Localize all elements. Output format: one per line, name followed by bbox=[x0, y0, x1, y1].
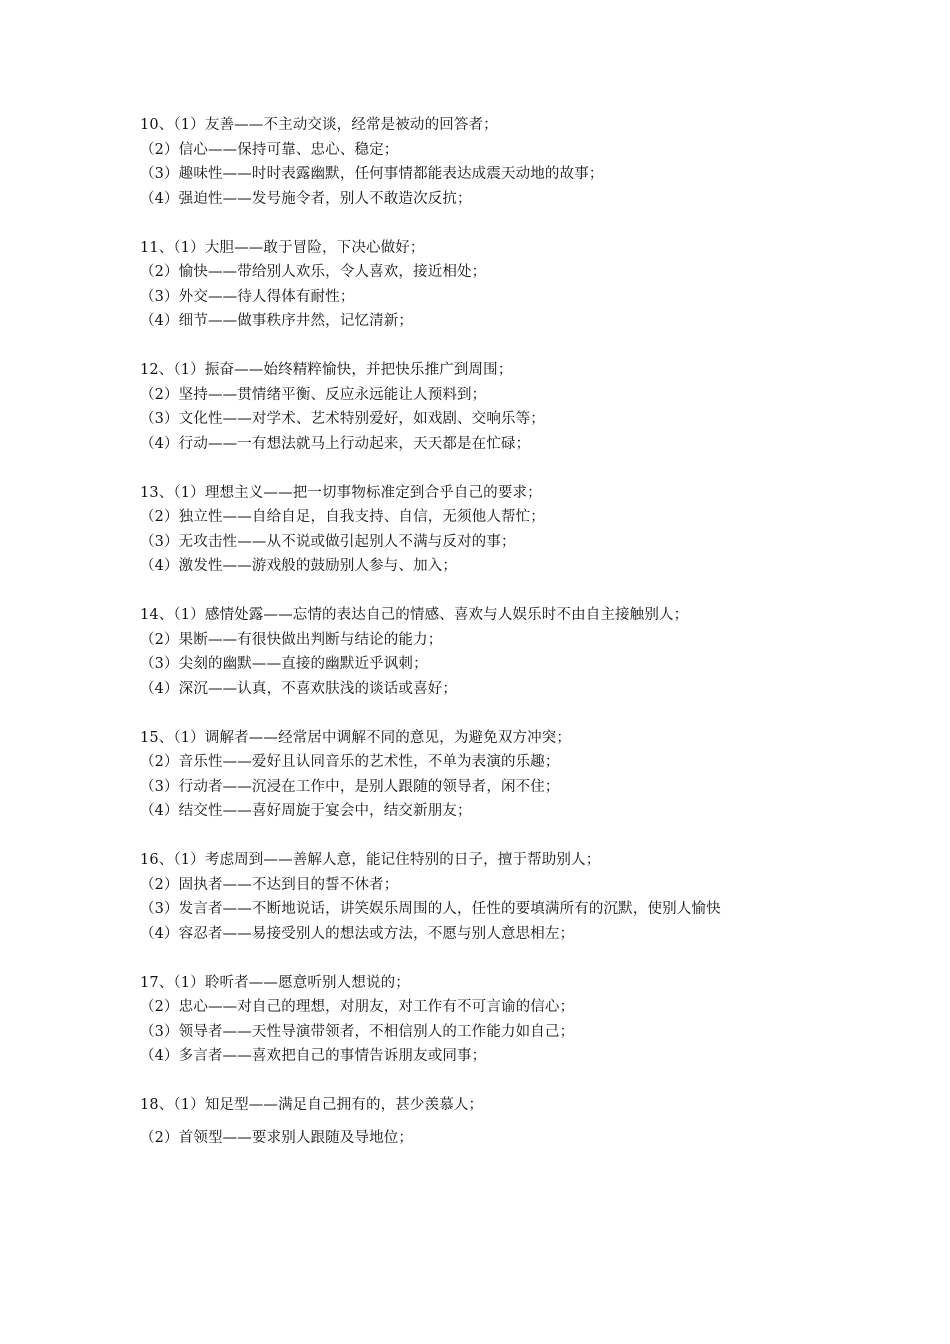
question-11-option-2: （2）愉快——带给别人欢乐，令人喜欢，接近相处； bbox=[140, 264, 487, 280]
question-15 bbox=[140, 726, 810, 824]
question-16-option-2: （2）固执者——不达到目的誓不休者； bbox=[140, 876, 399, 893]
question-18-line-1: 18、（1）知足型——满足自己拥有的，甚少羡慕人； bbox=[140, 1097, 484, 1113]
question-14-option-3: （3）尖刻的幽默——直接的幽默近乎讽刺； bbox=[140, 656, 428, 672]
question-15-option-3: （3）行动者——沉浸在工作中，是别人跟随的领导者，闲不住； bbox=[140, 778, 560, 795]
question-17-option-2: （2）忠心——对自己的理想，对朋友，对工作有不可言谕的信心； bbox=[140, 999, 575, 1015]
question-15-line-1: 15、（1）调解者——经常居中调解不同的意见，为避免双方冲突； bbox=[140, 729, 572, 746]
question-16 bbox=[140, 848, 810, 946]
question-18-spacing bbox=[140, 1118, 810, 1126]
question-14-line-1: 14、（1）感情处露——忘情的表达自己的情感、喜欢与人娱乐时不由自主接触别人； bbox=[140, 607, 689, 623]
question-11-option-3: （3）外交——待人得体有耐性； bbox=[140, 288, 355, 305]
questionnaire-content bbox=[140, 113, 810, 1175]
question-10-option-2: （2）信心——保持可靠、忠心、稳定； bbox=[140, 141, 399, 158]
question-13-line-1: 13、（1）理想主义——把一切事物标准定到合乎自己的要求； bbox=[140, 484, 542, 501]
question-15-option-4: （4）结交性——喜好周旋于宴会中，结交新朋友； bbox=[140, 803, 472, 819]
question-11 bbox=[140, 236, 810, 334]
question-17-option-4: （4）多言者——喜欢把自己的事情告诉朋友或同事； bbox=[140, 1048, 487, 1064]
question-13-option-4: （4）激发性——游戏般的鼓励别人参与、加入； bbox=[140, 558, 458, 574]
question-17-line-1: 17、（1）聆听者——愿意听别人想说的； bbox=[140, 974, 410, 991]
question-10-line-1: 10、（1）友善——不主动交谈，经常是被动的回答者； bbox=[140, 117, 498, 133]
question-12-option-4: （4）行动——一有想法就马上行动起来，天天都是在忙碌； bbox=[140, 435, 531, 452]
question-12-line-1: 12、（1）振奋——始终精粹愉快，并把快乐推广到周围； bbox=[140, 362, 513, 378]
question-10 bbox=[140, 113, 810, 211]
question-18-option-2: （2）首领型——要求别人跟随及导地位； bbox=[140, 1129, 414, 1146]
question-13-option-3: （3）无攻击性——从不说或做引起别人不满与反对的事； bbox=[140, 533, 516, 550]
question-12-option-3: （3）文化性——对学术、艺术特别爱好，如戏剧、交响乐等； bbox=[140, 411, 545, 427]
question-16-option-3: （3）发言者——不断地说话，讲笑娱乐周围的人，任性的要填满所有的沉默，使别人愉快 bbox=[140, 901, 721, 917]
question-14 bbox=[140, 603, 810, 701]
question-13 bbox=[140, 481, 810, 579]
question-10-option-3: （3）趣味性——时时表露幽默，任何事情都能表达成震天动地的故事； bbox=[140, 166, 604, 182]
question-16-option-4: （4）容忍者——易接受别人的想法或方法，不愿与别人意思相左； bbox=[140, 925, 575, 942]
question-15-option-2: （2）音乐性——爱好且认同音乐的艺术性，不单为表演的乐趣； bbox=[140, 754, 560, 770]
question-12-option-2: （2）坚持——贯情绪平衡、反应永远能让人预料到； bbox=[140, 386, 487, 403]
question-18 bbox=[140, 1093, 810, 1150]
question-14-option-4: （4）深沉——认真，不喜欢肤浅的谈话或喜好； bbox=[140, 680, 458, 697]
question-17 bbox=[140, 971, 810, 1069]
question-16-line-1: 16、（1）考虑周到——善解人意，能记住特别的日子，擅于帮助别人； bbox=[140, 852, 601, 868]
question-17-option-3: （3）领导者——天性导演带领者，不相信别人的工作能力如自己； bbox=[140, 1023, 575, 1040]
question-13-option-2: （2）独立性——自给自足，自我支持、自信，无须他人帮忙； bbox=[140, 509, 545, 525]
question-14-option-2: （2）果断——有很快做出判断与结论的能力； bbox=[140, 631, 443, 648]
question-11-line-1: 11、（1）大胆——敢于冒险，下决心做好； bbox=[140, 239, 425, 256]
question-12 bbox=[140, 358, 810, 456]
question-11-option-4: （4）细节——做事秩序井然，记忆清新； bbox=[140, 313, 414, 329]
question-10-option-4: （4）强迫性——发号施令者，别人不敢造次反抗； bbox=[140, 190, 472, 207]
